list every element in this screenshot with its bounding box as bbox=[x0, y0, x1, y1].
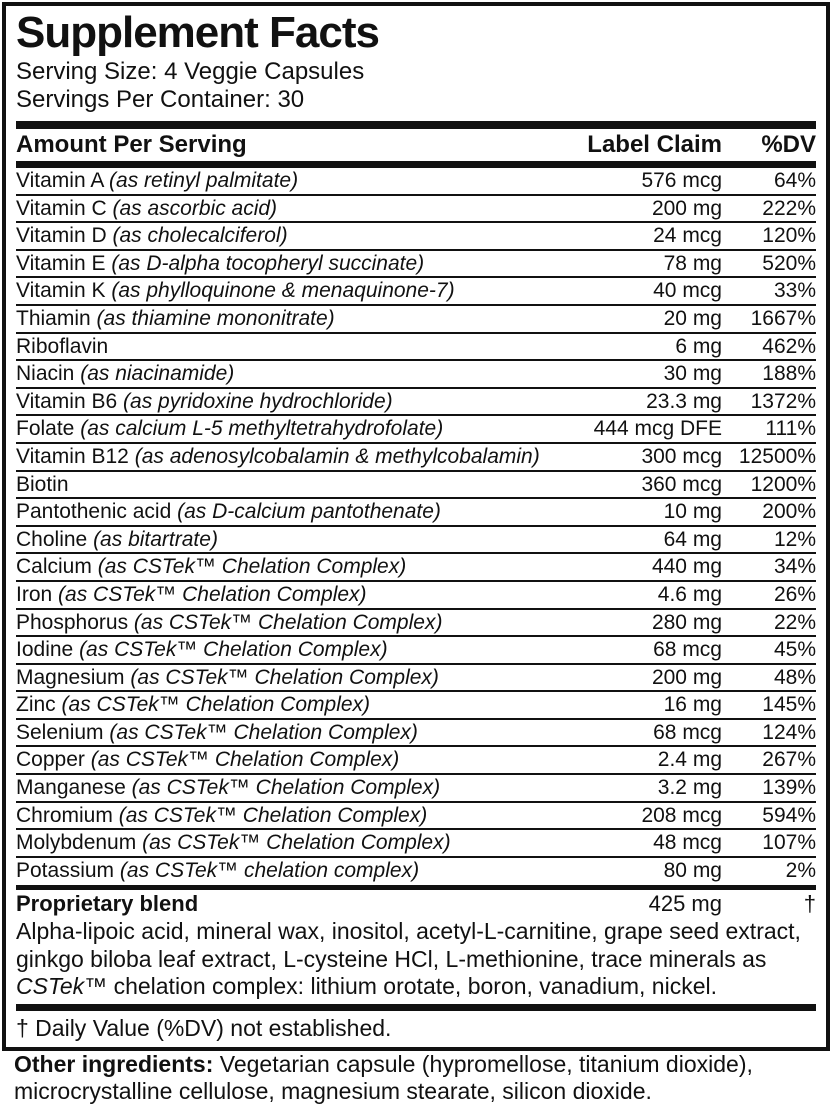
nutrient-amount: 78 mg bbox=[663, 251, 722, 275]
header-dv: %DV bbox=[761, 131, 816, 158]
nutrient-detail: (as D-alpha tocopheryl succinate) bbox=[111, 251, 425, 275]
nutrient-name: Pantothenic acid (as D-calcium pantothenate) bbox=[16, 500, 441, 524]
nutrient-row bbox=[16, 720, 816, 748]
nutrient-dv: 48% bbox=[773, 665, 816, 689]
nutrient-detail: (as CSTek™ Chelation Complex) bbox=[58, 582, 367, 606]
nutrient-row bbox=[16, 334, 816, 362]
blend-description bbox=[16, 918, 816, 1001]
nutrient-dv: 26% bbox=[773, 582, 816, 606]
nutrient-row bbox=[16, 196, 816, 224]
nutrient-row bbox=[16, 389, 816, 417]
nutrient-name: Potassium (as CSTek™ chelation complex) bbox=[16, 858, 420, 882]
nutrient-amount: 200 mg bbox=[651, 665, 722, 689]
nutrient-detail: (as CSTek™ Chelation Complex) bbox=[90, 748, 400, 772]
nutrient-name: Vitamin A (as retinyl palmitate) bbox=[16, 169, 299, 192]
nutrient-dv: 145% bbox=[762, 693, 816, 717]
nutrient-amount: 68 mcg bbox=[653, 638, 722, 662]
nutrient-amount: 440 mg bbox=[651, 555, 722, 579]
nutrient-dv: 22% bbox=[773, 610, 816, 634]
other-ingredients bbox=[14, 1051, 818, 1105]
nutrient-amount: 30 mg bbox=[663, 362, 722, 386]
nutrient-row bbox=[16, 527, 816, 555]
nutrient-row bbox=[16, 582, 816, 610]
nutrient-detail: (as CSTek™ Chelation Complex) bbox=[118, 803, 428, 827]
nutrient-amount: 3.2 mg bbox=[657, 776, 722, 800]
nutrient-amount: 80 mg bbox=[663, 858, 722, 882]
nutrient-detail: (as ascorbic acid) bbox=[112, 196, 278, 220]
nutrient-dv: 12% bbox=[773, 527, 816, 551]
nutrient-name: Chromium (as CSTek™ Chelation Complex) bbox=[16, 803, 428, 827]
nutrient-amount: 300 mcg bbox=[641, 444, 722, 468]
nutrient-dv: 107% bbox=[762, 831, 816, 855]
nutrient-detail: (as calcium L-5 methyltetrahydrofolate) bbox=[80, 417, 444, 441]
thick-rule-footnote-top bbox=[16, 1004, 816, 1011]
nutrient-row bbox=[16, 472, 816, 500]
nutrient-dv: 34% bbox=[773, 555, 816, 579]
nutrient-dv: 200% bbox=[762, 500, 816, 524]
nutrient-row bbox=[16, 858, 816, 886]
serving-info bbox=[16, 58, 816, 114]
table-header-row bbox=[16, 129, 816, 161]
nutrient-name: Riboflavin bbox=[16, 334, 109, 358]
nutrient-name: Vitamin K (as phylloquinone & menaquinone-7) bbox=[16, 279, 455, 303]
nutrient-table bbox=[16, 168, 816, 885]
nutrient-name: Vitamin D (as cholecalciferol) bbox=[16, 224, 288, 248]
nutrient-detail: (as CSTek™ Chelation Complex) bbox=[109, 720, 418, 744]
thick-rule-header-bottom bbox=[16, 161, 816, 168]
nutrient-detail: (as CSTek™ Chelation Complex) bbox=[131, 776, 441, 800]
nutrient-detail: (as CSTek™ Chelation Complex) bbox=[79, 638, 388, 662]
nutrient-dv: 267% bbox=[762, 748, 816, 772]
nutrient-detail: (as CSTek™ Chelation Complex) bbox=[142, 831, 451, 855]
nutrient-amount: 6 mg bbox=[675, 334, 722, 358]
nutrient-amount: 4.6 mg bbox=[657, 582, 722, 606]
nutrient-detail: (as adenosylcobalamin & methylcobalamin) bbox=[134, 444, 540, 468]
blend-description-part: chelation complex: lithium orotate, boron, vanadium, nickel. bbox=[107, 973, 718, 1000]
nutrient-amount: 2.4 mg bbox=[657, 748, 722, 772]
nutrient-name: Calcium (as CSTek™ Chelation Complex) bbox=[16, 555, 407, 579]
nutrient-row bbox=[16, 554, 816, 582]
nutrient-detail: (as CSTek™ Chelation Complex) bbox=[61, 693, 371, 717]
nutrient-name: Thiamin (as thiamine mononitrate) bbox=[16, 306, 335, 330]
serving-size: Serving Size: 4 Veggie Capsules bbox=[16, 58, 365, 85]
nutrient-amount: 40 mcg bbox=[653, 279, 722, 303]
nutrient-row bbox=[16, 168, 816, 196]
nutrient-dv: 1667% bbox=[750, 306, 816, 330]
nutrient-detail: (as retinyl palmitate) bbox=[109, 169, 299, 192]
nutrient-row bbox=[16, 692, 816, 720]
nutrient-detail: (as CSTek™ Chelation Complex) bbox=[133, 610, 443, 634]
nutrient-amount: 360 mcg bbox=[641, 472, 722, 496]
nutrient-dv: 222% bbox=[762, 196, 816, 220]
nutrient-amount: 24 mcg bbox=[653, 224, 722, 248]
nutrient-amount: 444 mcg DFE bbox=[593, 417, 722, 441]
nutrient-dv: 1372% bbox=[750, 389, 816, 413]
nutrient-dv: 1200% bbox=[750, 472, 816, 496]
nutrient-name: Iron (as CSTek™ Chelation Complex) bbox=[16, 582, 367, 606]
nutrient-name: Molybdenum (as CSTek™ Chelation Complex) bbox=[16, 831, 451, 855]
nutrient-amount: 23.3 mg bbox=[646, 389, 722, 413]
nutrient-row bbox=[16, 665, 816, 693]
blend-dv-dagger: † bbox=[803, 891, 816, 917]
nutrient-name: Phosphorus (as CSTek™ Chelation Complex) bbox=[16, 610, 443, 634]
proprietary-blend-row bbox=[16, 890, 816, 918]
nutrient-amount: 16 mg bbox=[663, 693, 722, 717]
nutrient-amount: 576 mcg bbox=[641, 169, 722, 192]
nutrient-amount: 280 mg bbox=[651, 610, 722, 634]
nutrient-amount: 48 mcg bbox=[653, 831, 722, 855]
nutrient-detail: (as D-calcium pantothenate) bbox=[177, 500, 441, 524]
nutrient-detail: (as bitartrate) bbox=[93, 527, 218, 551]
nutrient-dv: 520% bbox=[762, 251, 816, 275]
nutrient-name: Choline (as bitartrate) bbox=[16, 527, 218, 551]
nutrient-row bbox=[16, 444, 816, 472]
nutrient-detail: (as pyridoxine hydrochloride) bbox=[123, 389, 393, 413]
nutrient-name: Zinc (as CSTek™ Chelation Complex) bbox=[16, 693, 371, 717]
nutrient-amount: 200 mg bbox=[651, 196, 722, 220]
nutrient-row bbox=[16, 830, 816, 858]
nutrient-name: Manganese (as CSTek™ Chelation Complex) bbox=[16, 776, 441, 800]
panel-title: Supplement Facts bbox=[16, 8, 379, 57]
nutrient-name: Iodine (as CSTek™ Chelation Complex) bbox=[16, 638, 388, 662]
nutrient-amount: 68 mcg bbox=[653, 720, 722, 744]
nutrient-row bbox=[16, 637, 816, 665]
nutrient-name: Selenium (as CSTek™ Chelation Complex) bbox=[16, 720, 418, 744]
nutrient-row bbox=[16, 747, 816, 775]
nutrient-row bbox=[16, 306, 816, 334]
nutrient-row bbox=[16, 223, 816, 251]
nutrient-dv: 139% bbox=[762, 776, 816, 800]
nutrient-dv: 462% bbox=[762, 334, 816, 358]
nutrient-dv: 120% bbox=[762, 224, 816, 248]
servings-per-container: Servings Per Container: 30 bbox=[16, 86, 305, 113]
nutrient-dv: 12500% bbox=[738, 444, 816, 468]
nutrient-row bbox=[16, 251, 816, 279]
nutrient-row bbox=[16, 610, 816, 638]
nutrient-name: Vitamin E (as D-alpha tocopheryl succinate) bbox=[16, 251, 425, 275]
nutrient-dv: 594% bbox=[762, 803, 816, 827]
nutrient-row bbox=[16, 278, 816, 306]
nutrient-dv: 2% bbox=[785, 858, 816, 882]
nutrient-row bbox=[16, 775, 816, 803]
nutrient-row bbox=[16, 361, 816, 389]
nutrient-amount: 20 mg bbox=[663, 306, 722, 330]
nutrient-detail: (as thiamine mononitrate) bbox=[96, 306, 335, 330]
nutrient-dv: 111% bbox=[765, 417, 816, 441]
nutrient-name: Vitamin C (as ascorbic acid) bbox=[16, 196, 278, 220]
nutrient-amount: 64 mg bbox=[663, 527, 722, 551]
header-amount-per-serving: Amount Per Serving bbox=[16, 131, 247, 158]
nutrient-detail: (as cholecalciferol) bbox=[112, 224, 288, 248]
header-label-claim: Label Claim bbox=[587, 131, 722, 158]
thick-rule-top bbox=[16, 121, 816, 129]
blend-description-part: Alpha-lipoic acid, mineral wax, inositol, acetyl-L-carnitine, grape seed extract, ginkgo biloba leaf extract, L-cysteine HCl, L-methionine, trace minerals as bbox=[16, 918, 801, 972]
nutrient-amount: 208 mcg bbox=[641, 803, 722, 827]
nutrient-name: Vitamin B6 (as pyridoxine hydrochloride) bbox=[16, 389, 393, 413]
nutrient-detail: (as phylloquinone & menaquinone-7) bbox=[111, 279, 455, 303]
blend-amount: 425 mg bbox=[648, 891, 722, 917]
nutrient-row bbox=[16, 499, 816, 527]
nutrient-dv: 45% bbox=[773, 638, 816, 662]
supplement-facts-panel bbox=[2, 2, 830, 1051]
nutrient-row bbox=[16, 803, 816, 831]
nutrient-row bbox=[16, 416, 816, 444]
nutrient-dv: 33% bbox=[773, 279, 816, 303]
nutrient-name: Copper (as CSTek™ Chelation Complex) bbox=[16, 748, 400, 772]
nutrient-dv: 188% bbox=[762, 362, 816, 386]
blend-name: Proprietary blend bbox=[16, 891, 199, 917]
nutrient-name: Vitamin B12 (as adenosylcobalamin & methylcobalamin) bbox=[16, 444, 540, 468]
nutrient-name: Biotin bbox=[16, 472, 69, 496]
nutrient-dv: 124% bbox=[762, 720, 816, 744]
dv-footnote: † Daily Value (%DV) not established. bbox=[16, 1014, 392, 1041]
nutrient-name: Folate (as calcium L-5 methyltetrahydrofolate) bbox=[16, 417, 444, 441]
nutrient-detail: (as CSTek™ Chelation Complex) bbox=[130, 665, 439, 689]
other-ingredients-label: Other ingredients: bbox=[14, 1051, 214, 1077]
nutrient-amount: 10 mg bbox=[663, 500, 722, 524]
blend-description-italic-part: CSTek™ bbox=[16, 973, 108, 1000]
nutrient-name: Magnesium (as CSTek™ Chelation Complex) bbox=[16, 665, 439, 689]
nutrient-detail: (as CSTek™ Chelation Complex) bbox=[97, 555, 407, 579]
nutrient-detail: (as CSTek™ chelation complex) bbox=[119, 858, 420, 882]
nutrient-detail: (as niacinamide) bbox=[80, 362, 235, 386]
nutrient-name: Niacin (as niacinamide) bbox=[16, 362, 235, 386]
nutrient-dv: 64% bbox=[773, 169, 816, 192]
other-ingredients-text: Vegetarian capsule (hypromellose, titanium dioxide), microcrystalline cellulose, magnesium stearate, silicon dioxide. bbox=[14, 1051, 753, 1104]
